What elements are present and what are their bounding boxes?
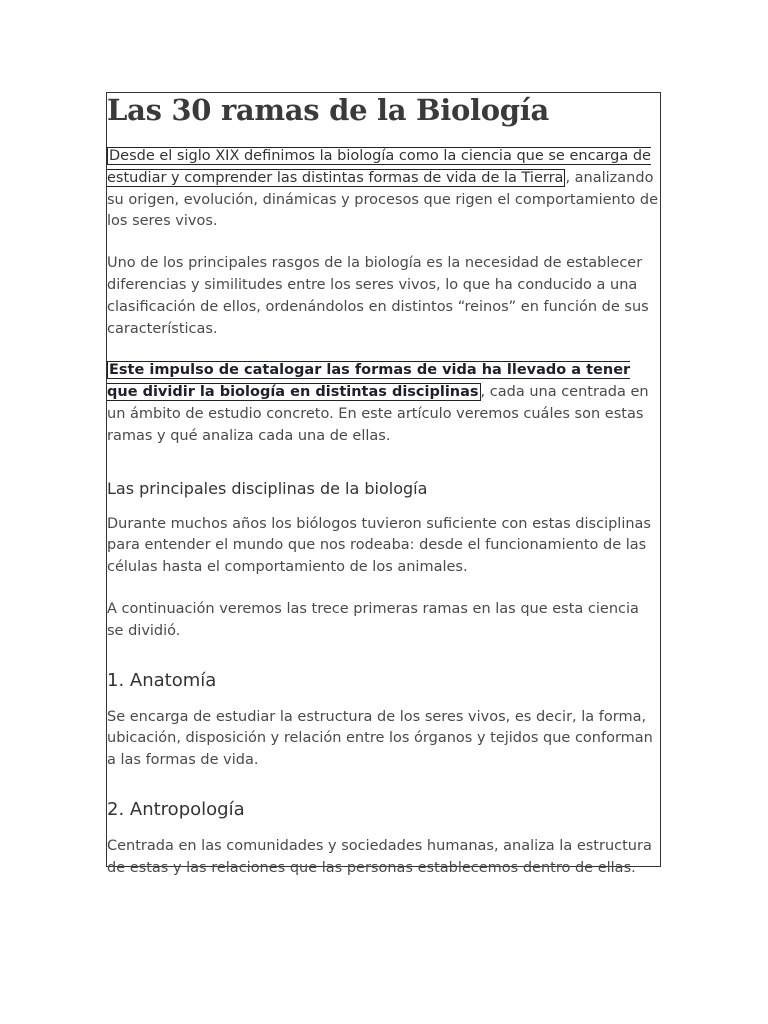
intro-paragraph-3	[107, 360, 659, 447]
branch-heading-antropologia: 2. Antropología	[107, 798, 245, 820]
article-body	[107, 92, 659, 880]
paragraph-text: , cada una centrada en un ámbito de estudio concreto. En este artículo veremos cuáles son estas ramas y qué analiza cada una de ellas.	[107, 384, 649, 444]
highlighted-bold-text: Este impulso de catalogar las formas de vida ha llevado a tener que dividir la biología en distintas disciplinas	[107, 362, 631, 401]
section-paragraph-1: Durante muchos años los biólogos tuvieron suficiente con estas disciplinas para entender el mundo que nos rodeaba: desde el funcionamiento de las células hasta el comportamiento de los animales.	[107, 515, 651, 576]
article-title: Las 30 ramas de la Biología	[107, 93, 549, 127]
branch-text-antropologia: Centrada en las comunidades y sociedades humanas, analiza la estructura de estas y las relaciones que las personas establecemos dentro de ellas.	[107, 837, 652, 876]
intro-paragraph-1	[107, 146, 659, 233]
highlighted-text: Desde el siglo XIX definimos la biología como la ciencia que se encarga de estudiar y comprender las distintas formas de vida de la Tierra	[107, 148, 651, 186]
section-paragraph-2: A continuación veremos las trece primeras ramas en las que esta ciencia se dividió.	[107, 600, 639, 639]
section-heading: Las principales disciplinas de la biología	[107, 478, 428, 498]
branch-heading-anatomia: 1. Anatomía	[107, 669, 217, 691]
branch-text-anatomia: Se encarga de estudiar la estructura de los seres vivos, es decir, la forma, ubicación, disposición y relación entre los órganos y tejidos que conforman a las formas de vida.	[107, 708, 653, 769]
paragraph-text: , analizando su origen, evolución, dinámicas y procesos que rigen el comportamiento de los seres vivos.	[107, 169, 659, 230]
intro-paragraph-2: Uno de los principales rasgos de la biología es la necesidad de establecer diferencias y similitudes entre los seres vivos, lo que ha conducido a una clasificación de ellos, ordenándolos en distintos “reinos” en función de sus características.	[107, 255, 649, 337]
